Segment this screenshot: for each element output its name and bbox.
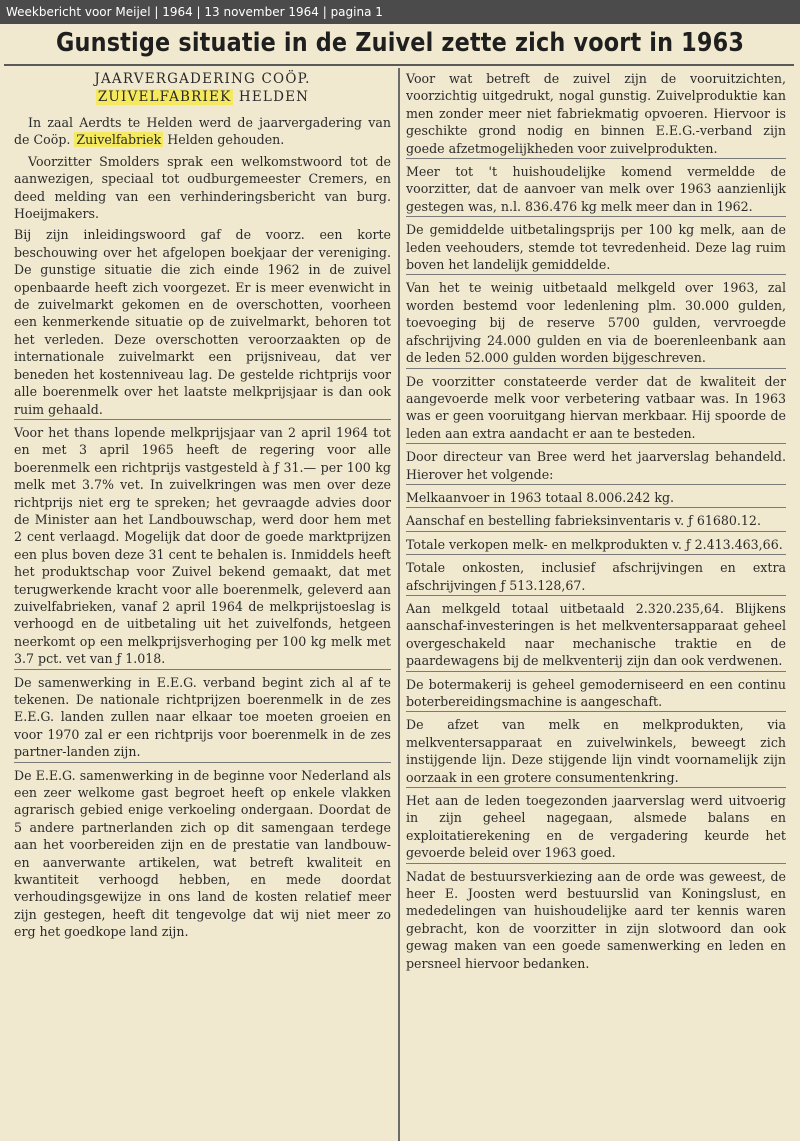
- newspaper-page: [0, 24, 800, 1141]
- paragraph: Totale verkopen melk- en melkprodukten v. ƒ 2.413.463,66.: [406, 536, 786, 555]
- paragraph: De gemiddelde uitbetalingsprijs per 100 kg melk, aan de leden veehouders, stemde tot tevredenheid. Deze lag ruim boven het landelijk gemiddelde.: [406, 221, 786, 275]
- paragraph: De samenwerking in E.E.G. verband begint zich al af te tekenen. De nationale richtprijzen boerenmelk in de zes E.E.G. landen zullen naar elkaar toe moeten groeien en voor 1970 zal er een richtprijs voor boerenmelk in de zes partner-landen zijn.: [14, 674, 391, 763]
- paragraph: Nadat de bestuursverkiezing aan de orde was geweest, de heer E. Joosten werd bestuurslid van Koningslust, en mededelingen van huishoudelijke aard ter kennis waren gebracht, kon de voorzitter in zijn slotwoord dan ook gewag maken van een goede samenwerking en leden en persneel hiervoor bedanken.: [406, 868, 786, 971]
- article-headline: Gunstige situatie in de Zuivel zette zich voort in 1963: [56, 28, 745, 58]
- paragraph: Voorzitter Smolders sprak een welkomstwoord tot de aanwezigen, speciaal tot oudburgemeester Cremers, en deed melding van een verhinderingsbericht van burg. Hoeijmakers.: [14, 153, 391, 222]
- intro-text-b: Helden gehouden.: [163, 132, 285, 148]
- intro-highlight: Zuivelfabriek: [76, 132, 162, 148]
- intro-text-a: In zaal Aerdts te Helden werd de jaarvergadering van de Coöp.: [14, 115, 391, 148]
- paragraph: Aan melkgeld totaal uitbetaald 2.320.235,64. Blijkens aanschaf-investeringen is het melkventersapparaat geheel overgeschakeld naar mechanische traktie en de paardewagens bij de melkventerij zijn dan ook verdwenen.: [406, 600, 786, 672]
- page-source-text: Weekbericht voor Meijel | 1964 | 13 november 1964 | pagina 1: [6, 5, 383, 19]
- paragraph: Voor wat betreft de zuivel zijn de vooruitzichten, voorzichtig uitgedrukt, nogal gunstig. Zuivelproduktie kan men zonder meer niet fabriekmatig opvoeren. Hiervoor is geschikte grond nodig en binnen E.E.G.-verband zijn goede afzetmogelijkheden voor zuivelprodukten.: [406, 70, 786, 159]
- section-title-line2: [14, 88, 391, 106]
- paragraph: Het aan de leden toegezonden jaarverslag werd uitvoerig in zijn geheel nagegaan, alsmede balans en exploitatierekening en de vergadering keurde het gevoerde beleid over 1963 goed.: [406, 792, 786, 864]
- column-divider: [398, 68, 400, 1141]
- section-title-line1: JAARVERGADERING COÖP.: [94, 71, 311, 87]
- paragraph: Voor het thans lopende melkprijsjaar van 2 april 1964 tot en met 3 april 1965 heeft de regering voor alle boerenmelk een richtprijs vastgesteld à ƒ 31.— per 100 kg melk met 3.7% vet. In zuivelkringen was men over deze richtprijs niet erg te spreken; het gevraagde advies door de Minister aan het Landbouwschap, werd door hem met 2 cent verlaagd. Mogelijk dat door de goede marktprijzen een plus boven deze 31 cent te behalen is. Inmiddels heeft het produktschap voor Zuivel bekend gemaakt, dat met terugwerkende kracht voor alle boerenmelk, geleverd aan zuivelfabrieken, vanaf 2 april 1964 de melkprijstoeslag is verhoogd en de uitbetaling uit het zuivelfonds, hetgeen neerkomt op een melkprijsverhoging per 100 kg melk met 3.7 pct. vet van ƒ 1.018.: [14, 424, 391, 670]
- paragraph: Totale onkosten, inclusief afschrijvingen en extra afschrijvingen ƒ 513.128,67.: [406, 559, 786, 596]
- paragraph: Melkaanvoer in 1963 totaal 8.006.242 kg.: [406, 489, 786, 508]
- left-column: [14, 70, 391, 1141]
- paragraph: Van het te weinig uitbetaald melkgeld over 1963, zal worden bestemd voor ledenlening plm. 30.000 gulden, toevoeging bij de reserve 5700 gulden, vervroegde afschrijving 24.000 gulden en via de boerenleenbank aan de leden 52.000 gulden worden bijgeschreven.: [406, 279, 786, 368]
- section-title-rest: HELDEN: [233, 89, 310, 105]
- paragraph: De afzet van melk en melkprodukten, via melkventersapparaat en zuivelwinkels, beweegt zich instijgende lijn. Deze stijgende lijn vindt voornamelijk zijn oorzaak in een grotere consumentenkring.: [406, 716, 786, 788]
- paragraph: De botermakerij is geheel gemoderniseerd en een continu boterbereidingsmachine is aangeschaft.: [406, 676, 786, 713]
- paragraph: Door directeur van Bree werd het jaarverslag behandeld. Hierover het volgende:: [406, 448, 786, 485]
- paragraph-intro: [14, 114, 391, 149]
- paragraph: Meer tot 't huishoudelijke komend vermeldde de voorzitter, dat de aanvoer van melk over 1963 aanzienlijk gestegen was, n.l. 836.476 kg melk meer dan in 1962.: [406, 163, 786, 217]
- page-source-bar: [0, 0, 800, 24]
- paragraph: De voorzitter constateerde verder dat de kwaliteit der aangevoerde melk voor verbetering vatbaar was. In 1963 was er geen vooruitgang hiervan merkbaar. Hij spoorde de leden aan extra aandacht er aan te besteden.: [406, 373, 786, 445]
- section-title-highlight: ZUIVELFABRIEK: [97, 89, 232, 105]
- paragraph: De E.E.G. samenwerking in de beginne voor Nederland als een zeer welkome gast begroet heeft op enkele vlakken agrarisch gebied enige verkoeling ondergaan. Doordat de 5 andere partnerlanden zich op dit samengaan terdege aan het voorbereiden zijn en de prestatie van landbouw- en aanverwante artikelen, wat betreft kwaliteit en kwantiteit verhoogd hebben, en mede doordat verhoudingsgewijze in ons land de kosten relatief meer zijn gestegen, heeft dit tengevolge dat wij niet meer zo erg het goedkope land zijn.: [14, 767, 391, 940]
- paragraph: Bij zijn inleidingswoord gaf de voorz. een korte beschouwing over het afgelopen boekjaar der vereniging. De gunstige situatie die zich einde 1962 in de zuivel openbaarde heeft zich voorgezet. Er is meer evenwicht in de zuivelmarkt gekomen en de overschotten, voorheen een kenmerkende situatie op de zuivelmarkt, behoren tot het verleden. Deze overschotten veroorzaakten op de internationale zuivelmarkt een prijsniveau, dat ver beneden het kostenniveau lag. De gestelde richtprijs voor alle boerenmelk over het laatste melkprijsjaar is dan ook ruim gehaald.: [14, 226, 391, 419]
- right-column: [406, 70, 786, 1141]
- headline-rule: [4, 64, 794, 66]
- paragraph: Aanschaf en bestelling fabrieksinventaris v. ƒ 61680.12.: [406, 512, 786, 531]
